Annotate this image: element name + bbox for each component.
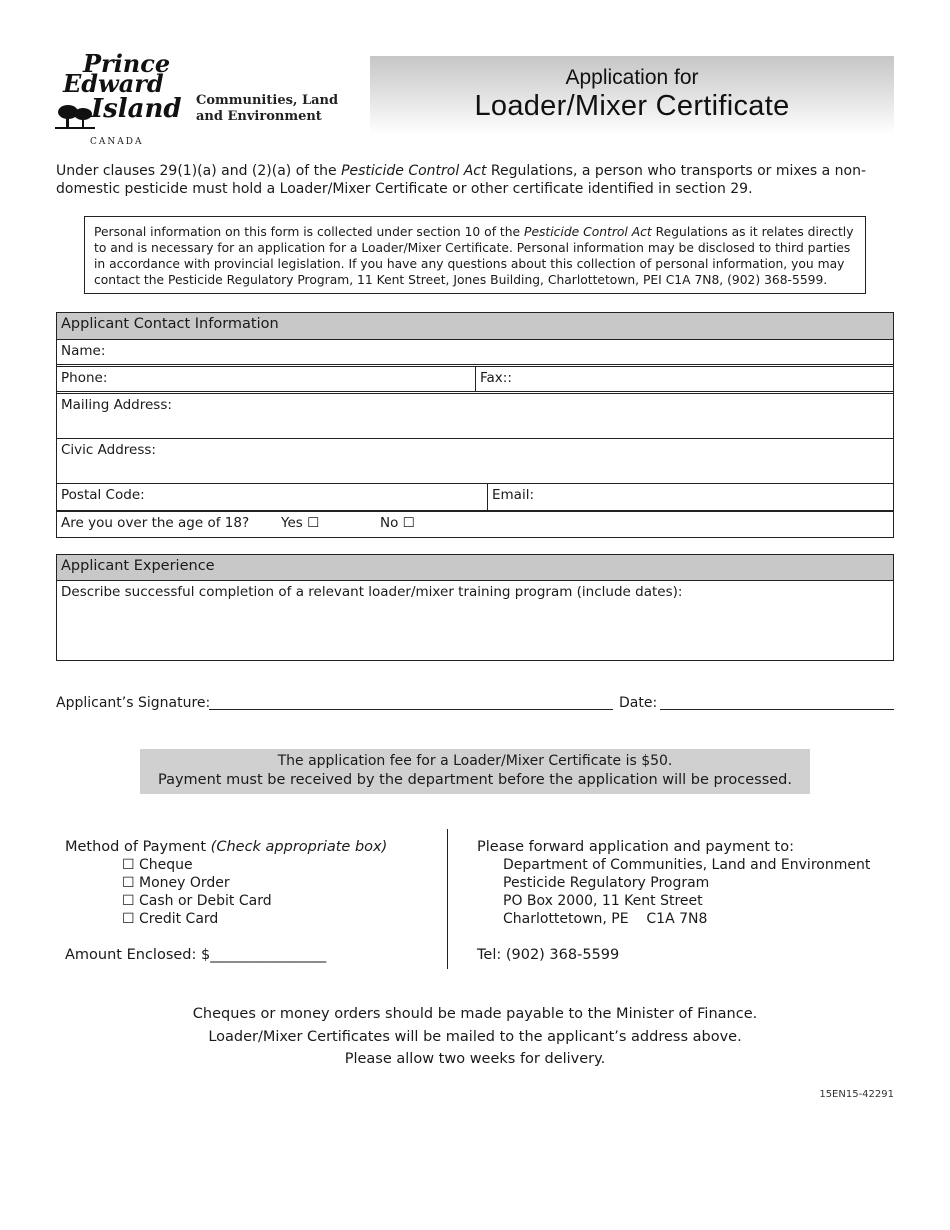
payment-heading-note: (Check appropriate box): [210, 839, 388, 855]
forward-address-line: PO Box 2000, 11 Kent Street: [503, 893, 703, 909]
privacy-act-name: Pesticide Control Act: [524, 225, 652, 239]
logo-dept-line1: Communities, Land: [196, 93, 339, 108]
payment-method-section: [65, 838, 445, 964]
name-label: Name:: [61, 343, 106, 359]
privacy-notice: [84, 216, 866, 294]
mailing-address-field[interactable]: [57, 394, 893, 439]
logo-word-island: Island: [91, 94, 182, 124]
column-divider: [447, 829, 448, 969]
fax-field[interactable]: [475, 367, 893, 391]
mailing-address-label: Mailing Address:: [61, 397, 172, 413]
experience-table: [56, 554, 894, 661]
intro-text-before: Under clauses 29(1)(a) and (2)(a) of the: [56, 163, 342, 179]
fee-line1: The application fee for a Loader/Mixer Certificate is $50.: [277, 753, 673, 769]
phone-field[interactable]: [61, 370, 107, 386]
civic-address-field[interactable]: [57, 439, 893, 484]
age-question: Are you over the age of 18?: [61, 515, 250, 531]
intro-text-after: Regulations, a person who transports or mixes a non-domestic pesticide must hold a Loader/Mixer Certificate or other certificate identified in section 29.: [56, 163, 867, 197]
contact-section-heading: Applicant Contact Information: [57, 313, 893, 340]
closing-notes: [56, 1003, 894, 1071]
payment-option-money-order[interactable]: ☐ Money Order: [122, 875, 230, 891]
forward-heading: Please forward application and payment to:: [477, 839, 794, 855]
payment-heading: Method of Payment (Check appropriate box): [65, 839, 388, 855]
age-row: [57, 511, 893, 537]
contact-info-table: [56, 312, 894, 538]
email-field[interactable]: [487, 484, 893, 510]
title-line1: Application for: [565, 66, 699, 89]
training-description-field[interactable]: [57, 581, 893, 660]
name-field[interactable]: [57, 340, 893, 367]
fee-notice: [140, 749, 810, 794]
email-label: Email:: [492, 487, 535, 503]
closing-line2: Loader/Mixer Certificates will be mailed to the applicant’s address above.: [208, 1028, 742, 1045]
intro-paragraph: [56, 162, 896, 198]
intro-act-name: Pesticide Control Act: [341, 163, 487, 179]
date-label: Date:: [619, 695, 658, 711]
logo-word-prince: Prince: [83, 49, 171, 78]
postal-code-label: Postal Code:: [61, 487, 145, 503]
civic-address-label: Civic Address:: [61, 442, 156, 458]
tree-icon: [55, 104, 95, 130]
signature-label: Applicant’s Signature:: [56, 695, 211, 711]
title-box: [370, 56, 894, 134]
closing-line3: Please allow two weeks for delivery.: [344, 1051, 606, 1067]
payment-option-cheque[interactable]: ☐ Cheque: [122, 857, 193, 873]
forward-address-line: Pesticide Regulatory Program: [503, 875, 710, 891]
forward-address-line: Charlottetown, PE C1A 7N8: [503, 911, 708, 927]
signature-row: [56, 695, 894, 715]
forward-address-section: [477, 838, 897, 964]
experience-section-heading: Applicant Experience: [57, 555, 893, 581]
date-line[interactable]: [660, 709, 894, 710]
privacy-text-after: Regulations as it relates directly to and is necessary for an application for a Loader/Mixer Certificate. Personal information may be disclosed to third parties in accordance with provincial legislation. If you have any questions about this collection of personal information, you may contact the Pesticide Regulatory Program, 11 Kent Street, Jones Building, Charlottetown, PEI C1A 7N8, (902) 368-5599.: [94, 225, 854, 287]
age-no-checkbox[interactable]: No ☐: [380, 515, 415, 531]
logo-dept-line2: and Environment: [196, 109, 322, 124]
signature-line[interactable]: [209, 709, 613, 710]
phone-label: Phone:: [61, 370, 108, 386]
logo-word-edward: Edward: [63, 69, 164, 98]
amount-enclosed-field[interactable]: Amount Enclosed: $________________: [65, 947, 327, 963]
privacy-text-before: Personal information on this form is collected under section 10 of the: [94, 225, 525, 239]
postal-code-field[interactable]: [61, 487, 145, 503]
age-yes-checkbox[interactable]: Yes ☐: [281, 515, 320, 531]
payment-option-credit-card[interactable]: ☐ Credit Card: [122, 911, 219, 927]
training-prompt: Describe successful completion of a relevant loader/mixer training program (include dates):: [61, 584, 683, 600]
fee-line2: Payment must be received by the department before the application will be processed.: [158, 772, 792, 788]
closing-line1: Cheques or money orders should be made payable to the Minister of Finance.: [192, 1006, 758, 1022]
forward-telephone: Tel: (902) 368-5599: [477, 947, 620, 963]
payment-option-cash-debit[interactable]: ☐ Cash or Debit Card: [122, 893, 272, 909]
logo-country: CANADA: [90, 137, 144, 147]
pei-logo: [55, 49, 355, 152]
fax-label: Fax::: [480, 370, 512, 386]
forward-address-line: Department of Communities, Land and Environment: [503, 857, 871, 873]
page-title: Loader/Mixer Certificate: [474, 90, 790, 122]
form-code: 15EN15-42291: [819, 1089, 894, 1100]
